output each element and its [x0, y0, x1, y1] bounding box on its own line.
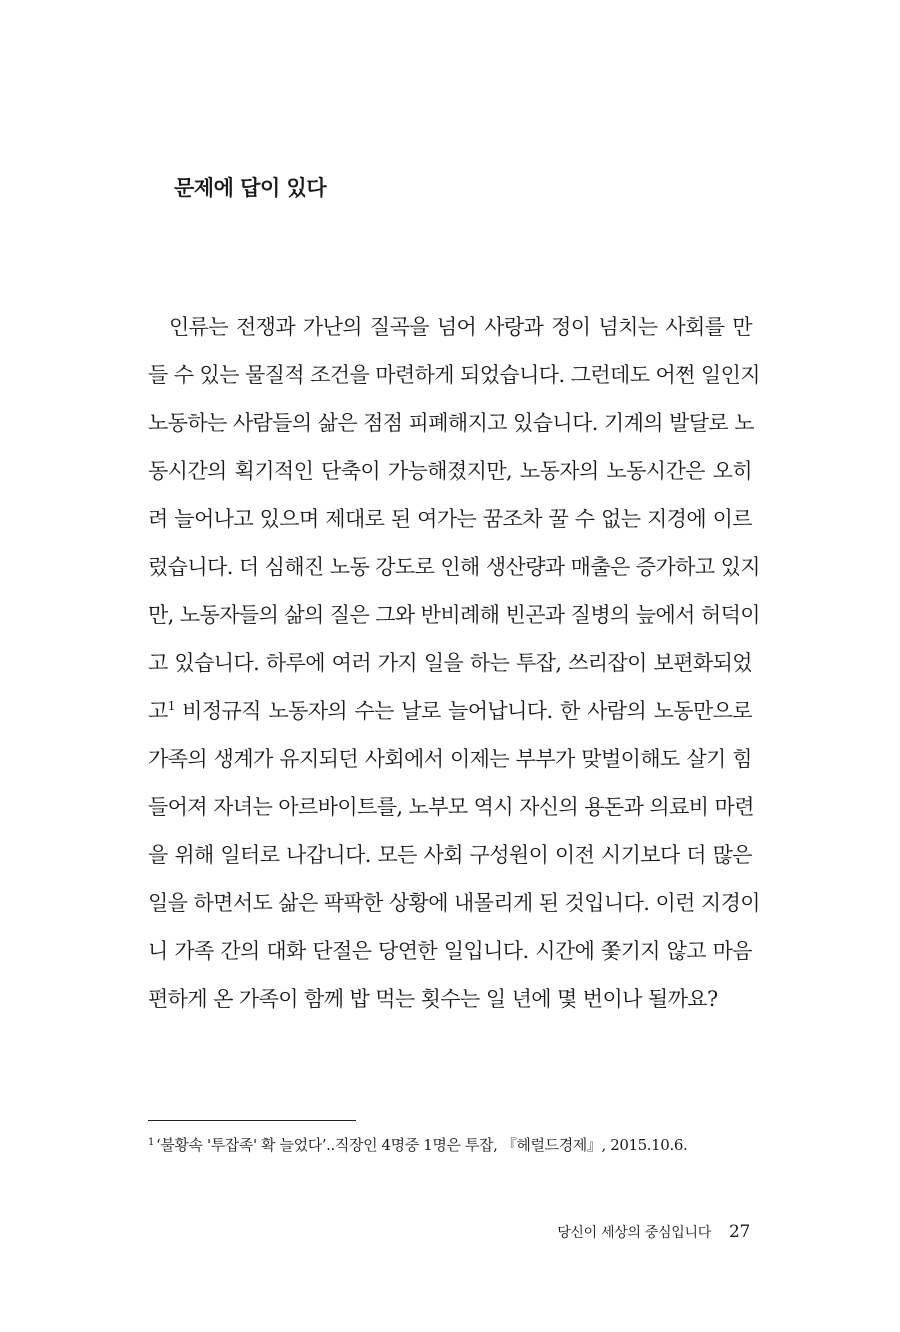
body-line-with-footnote [148, 687, 752, 735]
body-line-start: 고 [148, 699, 168, 723]
book-title: 당신이 세상의 중심입니다 [557, 1225, 711, 1241]
body-line: 려 늘어나고 있으며 제대로 된 여가는 꿈조차 꿀 수 없는 지경에 이르 [148, 507, 752, 531]
page-number: 27 [728, 1222, 750, 1242]
body-line: 가족의 생계가 유지되던 사회에서 이제는 부부가 맞벌이해도 살기 힘 [148, 747, 752, 771]
body-line: 편하게 온 가족이 함께 밥 먹는 횟수는 일 년에 몇 번이나 될까요? [148, 987, 718, 1011]
body-line: 동시간의 획기적인 단축이 가능해졌지만, 노동자의 노동시간은 오히 [148, 459, 752, 483]
body-paragraph [148, 303, 760, 1023]
body-line: 일을 하면서도 삶은 팍팍한 상황에 내몰리게 된 것입니다. 이런 지경이 [148, 891, 760, 915]
body-line: 만, 노동자들의 삶의 질은 그와 반비례해 빈곤과 질병의 늪에서 허덕이 [148, 603, 760, 627]
body-line: 인류는 전쟁과 가난의 질곡을 넘어 사랑과 정이 넘치는 사회를 만 [169, 315, 752, 339]
body-line: 들 수 있는 물질적 조건을 마련하게 되었습니다. 그런데도 어쩐 일인지 [148, 363, 760, 387]
section-heading: 문제에 답이 있다 [174, 176, 327, 200]
body-line: 들어져 자녀는 아르바이트를, 노부모 역시 자신의 용돈과 의료비 마련 [148, 795, 754, 819]
body-line-rest: 비정규직 노동자의 수는 날로 늘어납니다. 한 사람의 노동만으로 [174, 699, 752, 723]
footnote [148, 1134, 687, 1155]
body-line: 을 위해 일터로 나갑니다. 모든 사회 구성원이 이전 시기보다 더 많은 [148, 843, 752, 867]
body-line: 고 있습니다. 하루에 여러 가지 일을 하는 투잡, 쓰리잡이 보편화되었 [148, 651, 752, 675]
footnote-divider [148, 1120, 356, 1121]
body-line: 렀습니다. 더 심해진 노동 강도로 인해 생산량과 매출은 증가하고 있지 [148, 555, 760, 579]
body-line: 노동하는 사람들의 삶은 점점 피폐해지고 있습니다. 기계의 발달로 노 [148, 411, 754, 435]
footnote-text: ‘불황속 '투잡족' 확 늘었다’..직장인 4명중 1명은 투잡, 『헤럴드경제』, 2015.10.6. [155, 1136, 688, 1154]
body-line: 니 가족 간의 대화 단절은 당연한 일입니다. 시간에 쫓기지 않고 마음 [148, 939, 752, 963]
running-footer [557, 1222, 750, 1242]
footnote-reference[interactable]: 1 [167, 699, 175, 713]
footnote-marker: 1 [148, 1137, 154, 1148]
